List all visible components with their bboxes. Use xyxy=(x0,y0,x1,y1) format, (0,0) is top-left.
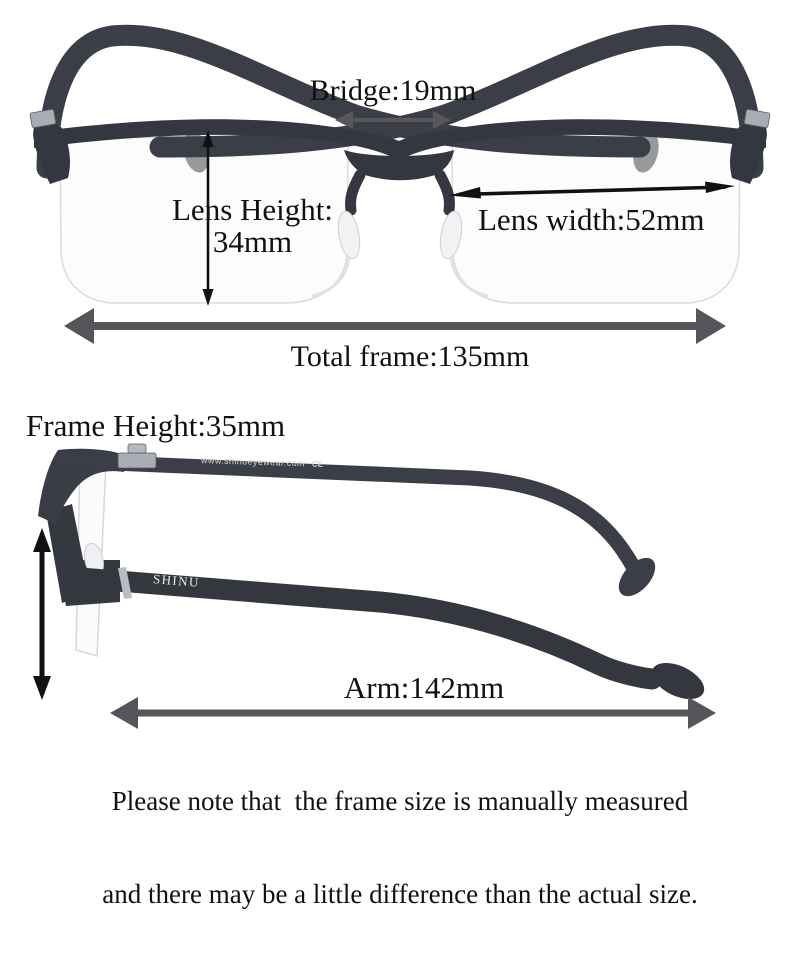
right-pad-arm xyxy=(440,175,450,210)
bridge-measurement-label: Bridge:19mm xyxy=(309,74,477,107)
frame-height-measurement-label: Frame Height:35mm xyxy=(26,408,286,443)
total-frame-measurement-label: Total frame:135mm xyxy=(290,340,530,373)
side-view-glasses xyxy=(38,444,710,706)
temple-brand-logo: SHINU xyxy=(152,571,201,590)
arm-measurement-label: Arm:142mm xyxy=(343,670,505,705)
upper-hinge-metal xyxy=(118,453,156,468)
frame-height-arrow xyxy=(33,528,51,700)
lens-height-label-line2: 34mm xyxy=(212,224,293,259)
lens-height-label-line1: Lens Height: xyxy=(172,192,333,227)
lower-temple-arm xyxy=(80,578,652,679)
total-frame-arrow xyxy=(64,308,726,344)
upper-temple-arm xyxy=(64,461,634,568)
upper-hinge-screw xyxy=(128,444,146,453)
disclaimer-line1: Please note that the frame size is manually measured xyxy=(111,786,689,816)
temple-url-text: www.shinueyewear.com xyxy=(200,455,306,469)
measurement-disclaimer xyxy=(0,724,800,972)
disclaimer-line2: and there may be a little difference than the actual size. xyxy=(102,879,698,909)
lens-width-measurement-label: Lens width:52mm xyxy=(478,202,705,237)
ce-mark: CE xyxy=(311,459,324,469)
